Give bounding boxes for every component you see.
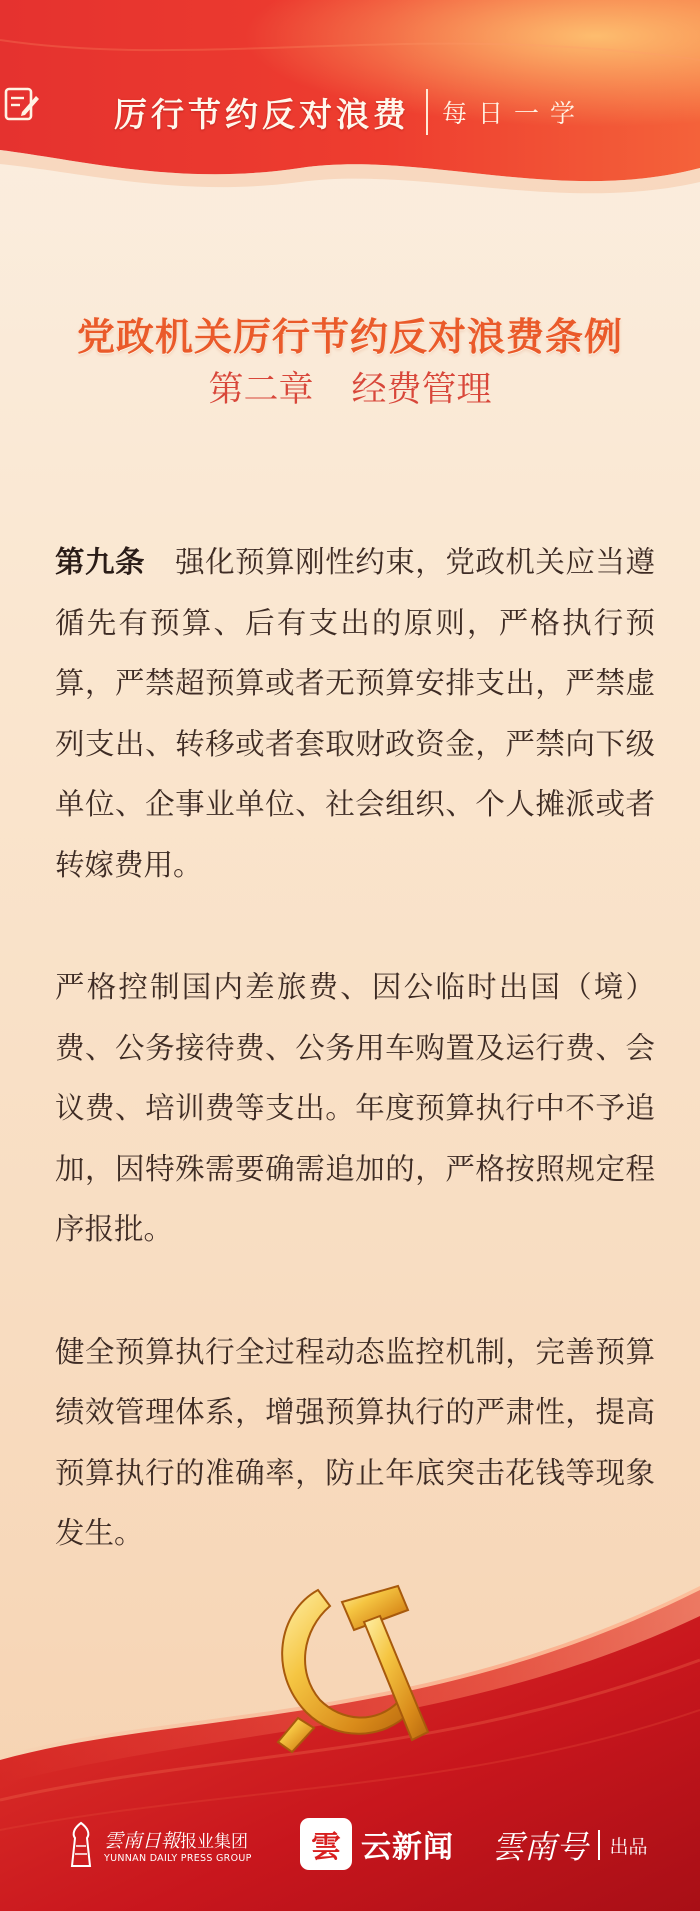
- press-group-icon: [66, 1820, 96, 1870]
- chapter-number: 第二章: [208, 370, 314, 410]
- banner-title: 厉行节约反对浪费: [113, 94, 410, 134]
- footer: [0, 1560, 700, 1911]
- document-title: 党政机关厉行节约反对浪费条例: [76, 314, 623, 359]
- yun-news-logo: [300, 1818, 454, 1870]
- banner-divider: [426, 89, 428, 135]
- banner-row: [0, 84, 700, 140]
- yunnan-hao-name: 雲南号: [492, 1828, 589, 1866]
- header-banner: [0, 0, 700, 200]
- produced-by-label: 出品: [609, 1835, 648, 1858]
- party-emblem-icon: [258, 1572, 440, 1762]
- article-number: 第九条: [55, 545, 146, 579]
- chapter-heading: [0, 362, 700, 412]
- note-pen-icon: [2, 84, 42, 124]
- chapter-name: 经费管理: [351, 370, 492, 410]
- press-group-english: YUNNAN DAILY PRESS GROUP: [104, 1853, 252, 1864]
- press-group-script-name: 雲南日報: [104, 1830, 181, 1852]
- paragraph-text: 健全预算执行全过程动态监控机制，完善预算绩效管理体系，增强预算执行的严肃性，提高预算执行的准确率，防止年底突击花钱等现象发生。: [55, 1334, 655, 1550]
- paragraph: [55, 957, 655, 1260]
- yunnan-daily-press-logo: [66, 1820, 252, 1870]
- logo-divider: [598, 1830, 600, 1860]
- yun-news-name: 云新闻: [361, 1830, 454, 1865]
- publisher-logos: [0, 1816, 700, 1876]
- press-group-name: 报业集团: [180, 1832, 249, 1852]
- paragraph-text: 强化预算刚性约束，党政机关应当遵循先有预算、后有支出的原则，严格执行预算，严禁超预算或者无预算安排支出，严禁虚列支出、转移或者套取财政资金，严禁向下级单位、企事业单位、社会组织、个人摊派或者转嫁费用。: [55, 545, 655, 882]
- paragraph: [55, 532, 655, 895]
- paragraph: [55, 1322, 655, 1564]
- yun-news-icon: 雲: [300, 1818, 352, 1870]
- paragraph-text: 严格控制国内差旅费、因公临时出国（境）费、公务接待费、公务用车购置及运行费、会议费、培训费等支出。年度预算执行中不予追加，因特殊需要确需追加的，严格按照规定程序报批。: [55, 970, 655, 1246]
- article-content: [55, 532, 655, 1626]
- banner-subtitle: 每日一学: [441, 99, 586, 128]
- yunnan-hao-logo: [492, 1822, 648, 1868]
